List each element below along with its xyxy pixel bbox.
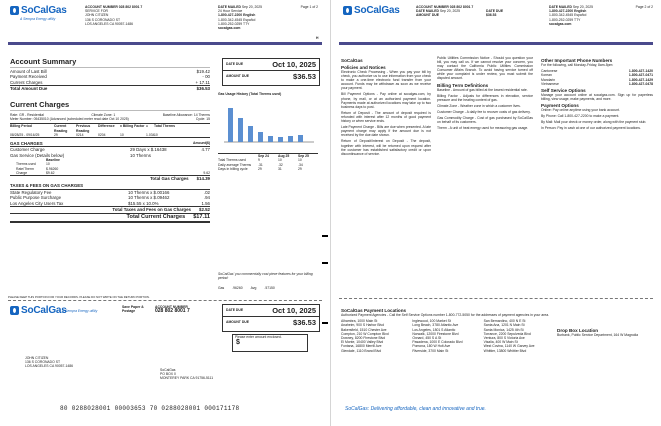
flame-icon — [10, 6, 19, 15]
gas-service-detail: Baseline Therms used 10 Rate/Therm $.96260 Charge $9.62 9.62 — [16, 158, 210, 175]
usage-bar — [258, 132, 263, 142]
total-amount-due: Total Amount Due $36.53 — [10, 86, 210, 92]
due-date: Oct 10, 2025 — [272, 60, 316, 69]
summary-row: Current Charges + 17.11 — [10, 79, 210, 85]
account-summary-title: Account Summary — [10, 57, 77, 66]
usage-table: Sep 24 Aug 25 Sep 25 Total Therms used 9 10 10 Daily average Therms .31 .32 .34 Days in billing cycle 29 31 29 — [218, 153, 318, 171]
contact-column: Other Important Phone Numbers For the following, call Monday-Friday, 8am-5pm: Cantonese 1-800-427-1420 Korean 1-800-427-0471 Mandarin 1-800-427-1429 Vietnamese 1-800-427-0478 Self Service Options Manage your account online at socalgas.com. Sign up for paperless billing, view usage, make payments, and more. Payment Options Online: Pay online anytime using your bank account. By Phone: Call 1-800-427-2200 to make a payment. By Mail: Mail your check or money order, along with the payment stub. In Person: Pay in cash at one of our authorized payment locations. — [541, 58, 653, 131]
usage-bar — [238, 118, 243, 142]
header-due-block: DATE DUE $36.53 — [486, 9, 504, 18]
payment-options-title: Payment Options — [541, 103, 579, 109]
header-rule — [8, 42, 322, 45]
sempra-tagline: A Sempra Energy utility — [20, 17, 56, 21]
phone-numbers-title: Other Important Phone Numbers — [541, 58, 613, 63]
header-contact-block: DATE MAILED Sep 20, 2025 Page 2 of 2 1-800-427-2200 English 1-800-342-4545 Español 1-800-252-0259 TTY socalgas.com — [549, 5, 653, 26]
billing-terms-column: Public Utilities Commission Notice - Should you question your bill, you may call us. If we cannot resolve your concern, you may contact the California Public Utilities Commission Consumer Affairs Branch. To avoid having service turned off while your complaint is under review, you must submit the disputed amount. Billing Term Definitions Baseline - Amount of gas billed at the lowest residential rate. Billing Factor - Adjusts for differences in elevation, service pressure and the heating content of gas. Climate Zone - Weather zone in which a customer lives. Customer Charge - A daily fee to recover costs of gas delivery. Gas Commodity Charge - Cost of gas purchased by SoCalGas on behalf of its customers. Therm - A unit of heat energy used for measuring gas usage. — [437, 56, 533, 131]
flame-icon — [343, 6, 352, 15]
policies-title: Policies and Notices — [341, 65, 386, 70]
bill-page-2 — [331, 0, 661, 426]
usage-bar — [228, 108, 233, 142]
usage-bar — [288, 136, 293, 142]
phone-line: Korean 1-800-427-0471 — [541, 73, 653, 78]
header-account-block: ACCOUNT NUMBER 028 802 8001 7 SERVICE FOR JOHN CITIZEN 136 S CORONADO ST LOS ANGELES CA 90057-1486 — [85, 5, 160, 26]
total-gas-charges: Total Gas Charges $14.39 — [10, 175, 210, 181]
customer-name: JOHN CITIZEN — [85, 13, 109, 18]
stub-due-box: DATE DUE Oct 10, 2025 AMOUNT DUE $36.53 — [222, 304, 320, 332]
phone-line: Vietnamese 1-800-427-0478 — [541, 81, 653, 86]
h-marker: H — [316, 36, 319, 40]
usage-title: Gas Usage History (Total Therms used) — [218, 92, 282, 96]
amount-due: $36.53 — [293, 72, 316, 81]
usage-bar — [248, 126, 253, 142]
usage-chart — [218, 96, 318, 148]
flame-icon — [10, 306, 19, 315]
website-link[interactable]: socalgas.com — [218, 26, 241, 31]
bill-page-1: SoCalGas A Sempra Energy utility ACCOUNT NUMBER 028 802 8001 7 SERVICE FOR JOHN CITIZEN 136 S CORONADO ST LOS ANGELES CA 90057-1486 DATE MAILED Sep 20, 2025 Page 1 of 2 24 Hour Service 1-800-427-2200 English 1-800-342-4545 Español 1-800-252-0259 TTY socalgas.com H Account Summary Amount of Last Bill $19.42 Payment Received - 00 Current Charges + 17.11 Total Amount Due $36.53 DATE DUE Oct 10, 2025 AMOUNT DUE $36.53 Current Charges Rate: GR - Residential Climate Zone: 1 Baseline Allowance: 14 Therms Meter Number: 05435010 (Advanced (scheduled meter read date Oct 10 2025) Cycle: 15 Billing Period Current Reading Previous Reading Difference x Billing Factor = Total Therms 08/28/25 - 09/16/25 29 0214 0204 10 1.034 10 GAS CHARGES Amount($) Customer Charge 29 Days x $.16438 4.77 Gas Service (Details below) 10 Therms Baseline Therms used 10 Rate/Therm $.96260 Charge $9.62 9.62 Total Gas Charges $14.39 TAXES & FEES ON GAS CHARGES State Regulatory Fee 10 Therms x $.00166 .02 Public Purpose Surcharge 10 Therms x $.09462 .94 Los Angeles City Users Tax $15.55 x 10.0% 1.56 Total Taxes and Fees on Gas Charges $2.52 Total Current Charges $17.11 Gas Usage History (Total Therms used) Sep 24 Aug 25 Sep 25 Total Therms used 9 10 10 Daily average Therms .31 .32 .34 Days in billing cycle 29 31 29 SoCalGas' you commercially cost piece features for your billing period: Gas .96260 Avg .57150 PLEASE KEEP THIS PORTION FOR YOUR RECORDS. PLEASE DO NOT WRITE ON THE RETURN PORTION. SoCalGas A Sempra Energy utility Save Paper & Postage ACCOUNT NUMBER 028 802 8001 7 DATE DUE Oct 10, 2025 AMOUNT DUE $36.53 Please enter amount enclosed. $ JOHN CITIZEN 136 S CORONADO ST LOS ANGELES CA 90057-1486 SoCalGas PO BOX 0 MONTEREY PARK CA 91756-5111 80 0288028001 00003653 70 0288028001 000171178 — [0, 0, 331, 426]
usage-bar — [268, 136, 273, 142]
stub-account: ACCOUNT NUMBER 028 802 8001 7 — [155, 305, 190, 315]
socalgas-logo: SoCalGas — [10, 5, 67, 16]
stub-logo: SoCalGas — [10, 305, 67, 316]
meter-table: Billing Period Current Reading Previous Reading Difference x Billing Factor = Total Therms 08/28/25 - 09/16/25 29 0214 0204 10 1.034 10 — [10, 123, 210, 138]
cost-note: SoCalGas' you commercially cost piece features for your billing period: — [218, 272, 313, 281]
page-number: Page 1 of 2 — [300, 5, 318, 9]
perforation-line — [8, 300, 322, 301]
payment-locations-title: SoCalGas Payment Locations — [341, 308, 407, 313]
summary-row: Amount of Last Bill $19.42 — [10, 69, 210, 74]
billing-terms-title: Billing Term Definitions — [437, 82, 489, 88]
gas-service-row: Gas Service (Details below) 10 Therms — [10, 152, 151, 158]
total-taxes: Total Taxes and Fees on Gas Charges $2.52 — [10, 206, 210, 212]
drop-box: Drop Box Location Burbank, Public Service Department, 164 W Magnolia — [557, 328, 639, 337]
registration-mark — [322, 262, 328, 264]
summary-row: Payment Received - 00 — [10, 74, 210, 80]
phone-line: Cantonese 1-800-427-1420 — [541, 69, 653, 74]
phone-line: Mandarin 1-800-427-1429 — [541, 77, 653, 82]
perforation-line — [339, 298, 653, 299]
locations-grid: Alhambra, 1000 Main St Anaheim, 900 S Harbor Blvd Bakersfield, 1510 Chester Ave Compton, 210 W Compton Blvd Downey, 8200 Firestone Blvd El Monte, 10400 Valley Blvd Fontana, 16800 Merrill Ave Glendale, 1110 Brand Blvd Inglewood, 100 Market St Long Beach, 3780 Atlantic Ave Los Angeles, 1801 S Atlantic Norwalk, 12000 Firestone Blvd Oxnard, 450 S A St Pasadena, 1000 E Colorado Blvd Pomona, 180 W Holt Ave Riverside, 3700 Main St San Bernardino, 400 N E St Santa Ana, 1201 N Main St Santa Monica, 1425 4th St Torrance, 2200 Sepulveda Blvd Ventura, 800 S Victoria Ave Visalia, 400 W Main St West Covina, 1140 W Garvey Ave Whittier, 13800 Whittier Blvd — [341, 319, 535, 353]
header-account-block: ACCOUNT NUMBER 028 802 8001 7 DATE MAILED Sep 20, 2025 AMOUNT DUE — [416, 5, 474, 18]
taxes-table: State Regulatory Fee 10 Therms x $.00166 .02 Public Purpose Surcharge 10 Therms x $.09462 .94 Los Angeles City Users Tax $15.55 x 10.0% 1.56 — [10, 189, 210, 206]
remit-address: SoCalGas PO BOX 0 MONTEREY PARK CA 91756-5111 — [160, 368, 214, 381]
customer-charge-row: Customer Charge 29 Days x $.16438 4.77 — [10, 147, 210, 153]
slogan: SoCalGas: Delivering affordable, clean and innovative and true. — [345, 406, 486, 412]
header-rule — [339, 42, 653, 45]
save-paper-label: Save Paper & Postage — [122, 305, 144, 314]
due-box: DATE DUE Oct 10, 2025 AMOUNT DUE $36.53 — [222, 58, 320, 86]
usage-bar — [298, 135, 303, 142]
account-number: 028 802 8001 7 — [118, 5, 143, 9]
gas-charges-title: GAS CHARGES — [10, 141, 43, 147]
current-charges-title: Current Charges — [10, 100, 70, 109]
current-charges: Current Charges Rate: GR - Residential Climate Zone: 1 Baseline Allowance: 14 Therms Meter Number: 05435010 (Advanced (scheduled meter read date Oct 10 2025) Cycle: 15 Billing Period Current Reading Previous Reading Difference x Billing Factor = Total Therms 08/28/25 - 09/16/25 29 0214 0204 10 1.034 10 GAS CHARGES Amount($) Customer Charge 29 Days x $.16438 4.77 Gas Service (Details below) 10 Therms Baseline Therms used 10 Rate/Therm $.96260 Charge $9.62 9.62 Total Gas Charges $14.39 TAXES & FEES ON GAS CHARGES State Regulatory Fee 10 Therms x $.00166 .02 Public Purpose Surcharge 10 Therms x $.09462 .94 Los Angeles City Users Tax $15.55 x 10.0% 1.56 Total Taxes and Fees on Gas Charges $2.52 Total Current Charges $17.11 — [10, 100, 210, 223]
usage-bar — [278, 137, 283, 142]
socalgas-logo: SoCalGas — [343, 5, 400, 16]
registration-mark — [322, 322, 328, 324]
policies-column: SoCalGas Policies and Notices Electronic Check Processing - When you pay your bill by check, you authorize us to use information from your check to make a one-time electronic fund transfer from your account. Funds may be withdrawn as soon as we receive your payment. Bill Payment Options - Pay online at socalgas.com, by phone, by mail, or at an authorized payment location. Payments made at authorized locations may take up to two business days to post. Return of Deposit - The amount of deposit required is refunded with interest after 12 months of good payment history or when service ends. Late Payment Charge - Bills are due when presented. A late payment charge may apply if the amount due is not received by the due date shown. Return of Deposit/Interest on Deposit - The deposit, together with interest, will be returned upon request after the customer has established satisfactory credit or upon discontinuance of service. — [341, 58, 431, 156]
amount-enclosed-field[interactable]: Please enter amount enclosed. $ — [232, 334, 308, 352]
header-contact-block: DATE MAILED Sep 20, 2025 Page 1 of 2 24 Hour Service 1-800-427-2200 English 1-800-342-4545 Español 1-800-252-0259 TTY socalgas.com — [218, 5, 318, 31]
ocr-scanline: 80 0288028001 00003653 70 0288028001 000171178 — [60, 405, 240, 412]
registration-mark — [322, 235, 328, 237]
keep-portion-note: PLEASE KEEP THIS PORTION FOR YOUR RECORDS. PLEASE DO NOT WRITE ON THE RETURN PORTION. — [8, 295, 150, 299]
usage-history — [218, 92, 318, 171]
taxes-title: TAXES & FEES ON GAS CHARGES — [10, 183, 210, 189]
cost-row: Gas .96260 Avg .57150 — [218, 286, 275, 290]
stub-customer-address: JOHN CITIZEN 136 S CORONADO ST LOS ANGELES CA 90057-1486 — [25, 356, 74, 369]
total-current-charges: Total Current Charges $17.11 — [10, 213, 210, 223]
payment-locations: SoCalGas Payment Locations Authorized Payment Agencies - Call the Self Service Options number 1-800-772-5050 for the addresses of payment agencies in your area. Alhambra, 1000 Main St Anaheim, 900 S Harbor Blvd Bakersfield, 1510 Chester Ave Compton, 210 W Compton Blvd Downey, 8200 Firestone Blvd El Monte, 10400 Valley Blvd Fontana, 16800 Merrill Ave Glendale, 1110 Brand Blvd Inglewood, 100 Market St Long Beach, 3780 Atlantic Ave Los Angeles, 1801 S Atlantic Norwalk, 12000 Firestone Blvd Oxnard, 450 S A St Pasadena, 1000 E Colorado Blvd Pomona, 180 W Holt Ave Riverside, 3700 Main St San Bernardino, 400 N E St Santa Ana, 1201 N Main St Santa Monica, 1425 4th St Torrance, 2200 Sepulveda Blvd Ventura, 800 S Victoria Ave Visalia, 400 W Main St West Covina, 1140 W Garvey Ave Whittier, 13800 Whittier Blvd — [341, 308, 550, 353]
account-summary — [10, 57, 210, 92]
